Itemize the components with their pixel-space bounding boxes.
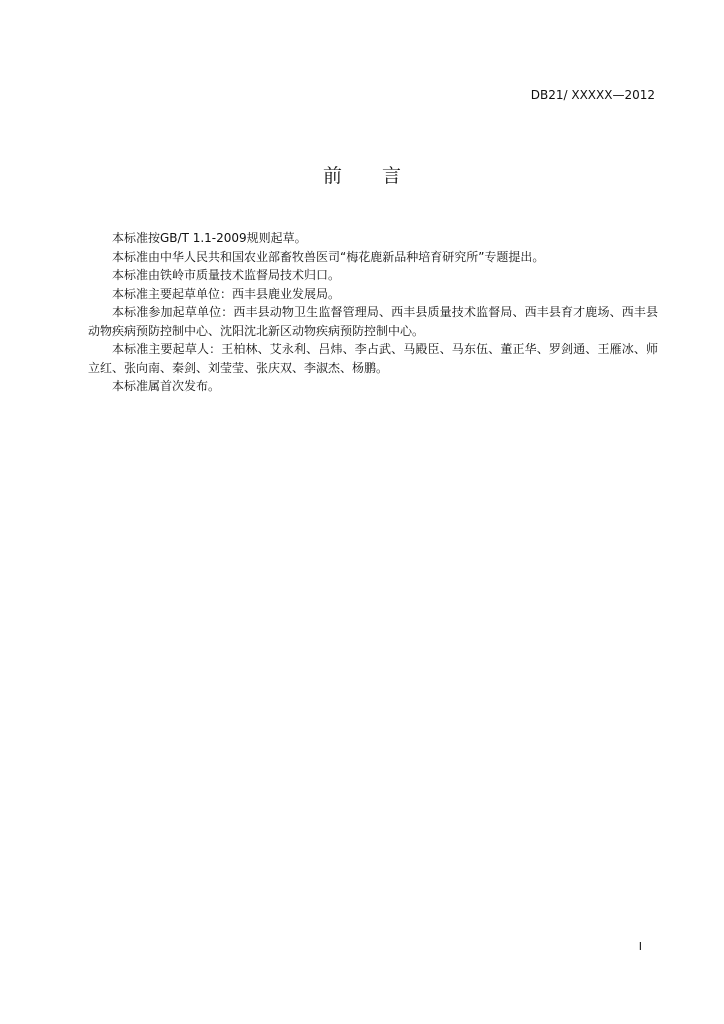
paragraph-participating-units: 本标准参加起草单位：西丰县动物卫生监督管理局、西丰县质量技术监督局、西丰县育才鹿场、西丰县动物疾病预防控制中心、沈阳沈北新区动物疾病预防控制中心。 (88, 305, 658, 338)
page-title (0, 164, 724, 188)
title-char-2: 言 (382, 165, 402, 187)
title-char-1: 前 (322, 165, 342, 187)
paragraph-proposer: 本标准由中华人民共和国农业部畜牧兽医司“梅花鹿新品种培育研究所”专题提出。 (112, 249, 545, 264)
standard-code: DB21/ XXXXX—2012 (530, 88, 655, 102)
foreword-body (88, 229, 658, 396)
paragraph-centralized-unit: 本标准由铁岭市质量技术监督局技术归口。 (112, 268, 341, 282)
paragraph-first-release: 本标准属首次发布。 (112, 379, 221, 393)
page-number: I (638, 940, 642, 953)
paragraph-main-drafters: 本标准主要起草人：王柏林、艾永利、吕炜、李占武、马殿臣、马东伍、董正华、罗剑通、王雁冰、师立红、张向南、秦剑、刘莹莹、张庆双、李淑杰、杨鹏。 (88, 342, 658, 375)
paragraph-drafting-rules: 本标准按GB/T 1.1-2009规则起草。 (112, 231, 307, 245)
paragraph-main-drafting-unit: 本标准主要起草单位：西丰县鹿业发展局。 (112, 286, 341, 301)
